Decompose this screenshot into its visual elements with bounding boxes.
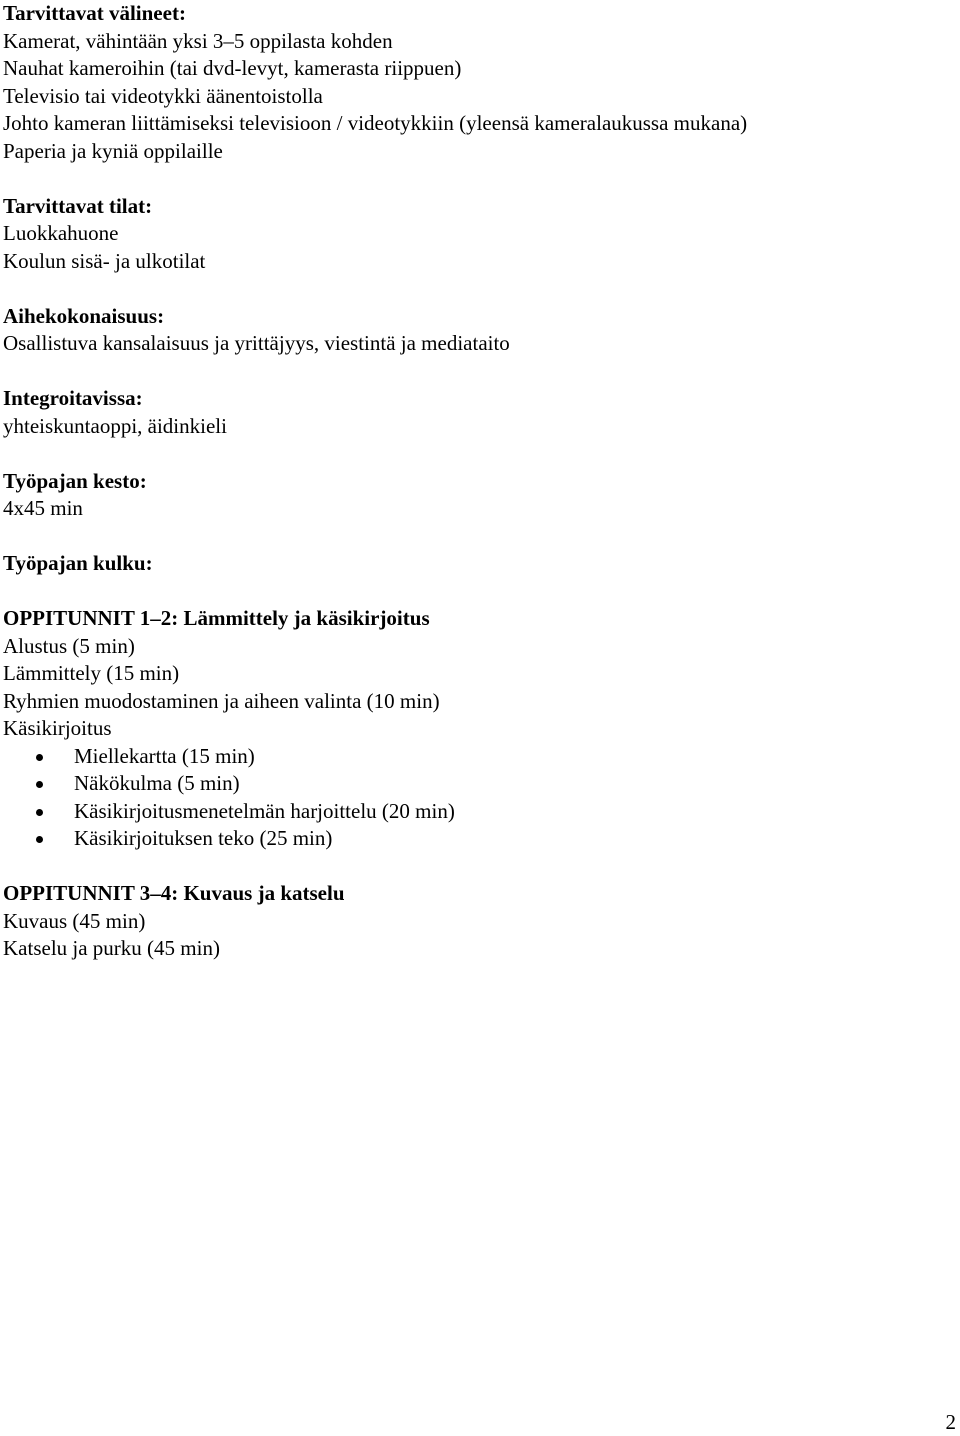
lessons-3-4-heading: OPPITUNNIT 3–4: Kuvaus ja katselu — [3, 881, 345, 905]
flow-section — [3, 550, 943, 578]
integration-heading: Integroitavissa: — [3, 386, 143, 410]
lessons-3-4-section — [3, 880, 943, 963]
list-item — [3, 770, 943, 798]
list-item-label: Käsikirjoitusmenetelmän harjoittelu (20 min) — [74, 798, 455, 823]
facilities-section — [3, 193, 943, 276]
lesson-item: Kuvaus (45 min) — [3, 908, 146, 933]
flow-heading: Työpajan kulku: — [3, 551, 153, 575]
equipment-item: Paperia ja kyniä oppilaille — [3, 138, 223, 163]
list-item — [3, 798, 943, 826]
lessons-1-2-section — [3, 605, 943, 853]
list-item-label: Näkökulma (5 min) — [74, 771, 240, 795]
list-item — [3, 743, 943, 771]
equipment-section — [3, 0, 943, 165]
equipment-item: Nauhat kameroihin (tai dvd-levyt, kamerasta riippuen) — [3, 56, 462, 80]
bullet-icon — [36, 754, 43, 761]
equipment-item: Televisio tai videotykki äänentoistolla — [3, 83, 323, 108]
list-item — [3, 825, 943, 853]
integration-section — [3, 385, 943, 440]
lesson-item: Lämmittely (15 min) — [3, 661, 180, 685]
lesson-item: Alustus (5 min) — [3, 633, 135, 658]
lesson-item: Käsikirjoitus — [3, 716, 112, 740]
bullet-icon — [36, 809, 43, 816]
duration-section — [3, 468, 943, 523]
facilities-item: Koulun sisä- ja ulkotilat — [3, 248, 206, 273]
lesson-item: Katselu ja purku (45 min) — [3, 936, 220, 960]
page-number: 2 — [945, 1410, 956, 1434]
theme-text: Osallistuva kansalaisuus ja yrittäjyys, viestintä ja mediataito — [3, 331, 510, 355]
document-page — [3, 0, 943, 963]
equipment-item: Johto kameran liittämiseksi televisioon / videotykkiin (yleensä kameralaukussa mukana) — [3, 111, 748, 135]
bullet-icon — [36, 836, 43, 843]
equipment-item: Kamerat, vähintään yksi 3–5 oppilasta kohden — [3, 28, 393, 53]
facilities-item: Luokkahuone — [3, 221, 119, 245]
duration-text: 4x45 min — [3, 496, 83, 520]
lessons-1-2-heading: OPPITUNNIT 1–2: Lämmittely ja käsikirjoitus — [3, 606, 430, 630]
duration-heading: Työpajan kesto: — [3, 468, 147, 493]
equipment-heading: Tarvittavat välineet: — [3, 1, 186, 25]
list-item-label: Käsikirjoituksen teko (25 min) — [74, 826, 333, 850]
list-item-label: Miellekartta (15 min) — [74, 743, 255, 768]
integration-text: yhteiskuntaoppi, äidinkieli — [3, 413, 227, 438]
facilities-heading: Tarvittavat tilat: — [3, 193, 153, 218]
bullet-icon — [36, 781, 43, 788]
theme-section — [3, 303, 943, 358]
theme-heading: Aihekokonaisuus: — [3, 303, 165, 328]
script-subtasks-list — [3, 743, 943, 853]
lesson-item: Ryhmien muodostaminen ja aiheen valinta (10 min) — [3, 688, 440, 713]
